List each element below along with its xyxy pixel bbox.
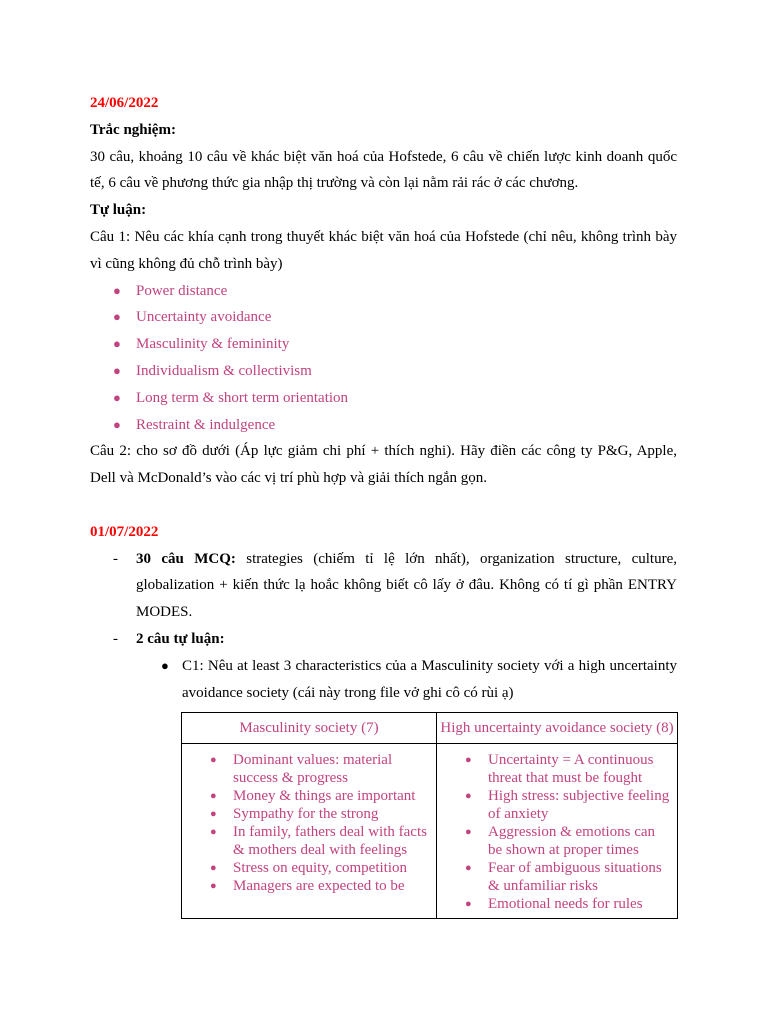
uncertainty-cell (437, 744, 678, 919)
bullet-icon: ● (210, 790, 217, 803)
masculinity-traits-list (182, 751, 430, 895)
list-item: ● Individualism & collectivism (90, 358, 677, 385)
list-item: ● Sympathy for the strong (210, 806, 379, 823)
list-item: ● High stress: subjective feeling of anxiety (465, 788, 670, 823)
bullet-icon: ● (210, 754, 217, 767)
list-item (90, 546, 677, 626)
list-item: ● Long term & short term orientation (90, 385, 677, 412)
mcq-topics: strategies (chiếm tỉ lệ lớn nhất), organization structure, culture, globalization + kiến thức lạ hoắc không biết cô lấy ở đâu. Không có tí gì phần ENTRY MODES. (136, 550, 678, 621)
list-item: ● In family, fathers deal with facts & mothers deal with feelings (210, 824, 427, 859)
essay-count-label: 2 câu tự luận: (136, 630, 225, 647)
bullet-icon: ● (465, 754, 472, 767)
list-item: ● Aggression & emotions can be shown at proper times (465, 824, 656, 859)
bullet-icon: ● (210, 862, 217, 875)
list-item: ● Stress on equity, competition (210, 860, 408, 877)
list-item: ● Uncertainty avoidance (90, 304, 677, 331)
bullet-icon: ● (465, 862, 472, 875)
essay-heading: Tự luận: (90, 202, 147, 219)
bullet-icon: ● (113, 362, 121, 378)
column-header-uncertainty: High uncertainty avoidance society (8) (437, 713, 678, 744)
masculinity-cell (182, 744, 437, 919)
essay-question-1: C1: Nêu at least 3 characteristics của a Masculinity society với a high uncertainty avoidance society (cái này trong file vở ghi cô có rùi ạ) (182, 657, 677, 701)
dash-marker: - (113, 550, 118, 567)
list-item: ● Emotional needs for rules (465, 896, 643, 913)
bullet-icon: ● (210, 880, 217, 893)
bullet-icon: ● (465, 790, 472, 803)
exam-summary-list (90, 546, 677, 707)
bullet-icon: ● (210, 808, 217, 821)
bullet-icon: ● (113, 309, 121, 325)
mcq-description: 30 câu, khoảng 10 câu về khác biệt văn hoá của Hofstede, 6 câu về chiến lược kinh doanh quốc tế, 6 câu về phương thức gia nhập thị trường và còn lại nằm rải rác ở các chương. (90, 148, 677, 192)
mcq-count-label: 30 câu MCQ: (136, 550, 236, 567)
section-date: 01/07/2022 (90, 523, 159, 540)
bullet-icon: ● (113, 336, 121, 352)
bullet-icon: ● (465, 826, 472, 839)
list-item: ● Dominant values: material success & progress (210, 752, 393, 787)
bullet-icon: ● (113, 389, 121, 405)
dash-marker: - (113, 630, 118, 647)
question-2: Câu 2: cho sơ đồ dưới (Áp lực giảm chi phí + thích nghi). Hãy điền các công ty P&G, Apple, Dell và McDonald’s vào các vị trí phù hợp và giải thích ngắn gọn. (90, 443, 677, 487)
bullet-icon: ● (113, 282, 121, 298)
document-page (90, 90, 677, 919)
list-item: ● Power distance (90, 278, 677, 305)
spacer (90, 492, 677, 519)
list-item (90, 626, 677, 706)
list-item: ● Masculinity & femininity (90, 331, 677, 358)
list-item: ● Managers are expected to be (210, 878, 405, 895)
essay-questions-list (136, 653, 677, 707)
bullet-icon: ● (113, 416, 121, 432)
list-item: ● Uncertainty = A continuous threat that must be fought (465, 752, 654, 787)
list-item: ● Restraint & indulgence (90, 412, 677, 439)
list-item: ● Fear of ambiguous situations & unfamiliar risks (465, 860, 662, 895)
section-date: 24/06/2022 (90, 95, 159, 111)
list-item: ● Money & things are important (210, 788, 416, 805)
comparison-table (181, 712, 678, 919)
bullet-icon: ● (465, 898, 472, 911)
question-1: Câu 1: Nêu các khía cạnh trong thuyết khác biệt văn hoá của Hofstede (chỉ nêu, không trình bày vì cũng không đủ chỗ trình bày) (90, 228, 677, 272)
bullet-icon: ● (161, 657, 169, 673)
mcq-heading: Trắc nghiệm: (90, 121, 176, 138)
uncertainty-traits-list (437, 751, 671, 913)
column-header-masculinity: Masculinity society (7) (182, 713, 437, 744)
bullet-icon: ● (210, 826, 217, 839)
list-item (136, 653, 677, 707)
hofstede-dimensions-list (90, 278, 677, 439)
